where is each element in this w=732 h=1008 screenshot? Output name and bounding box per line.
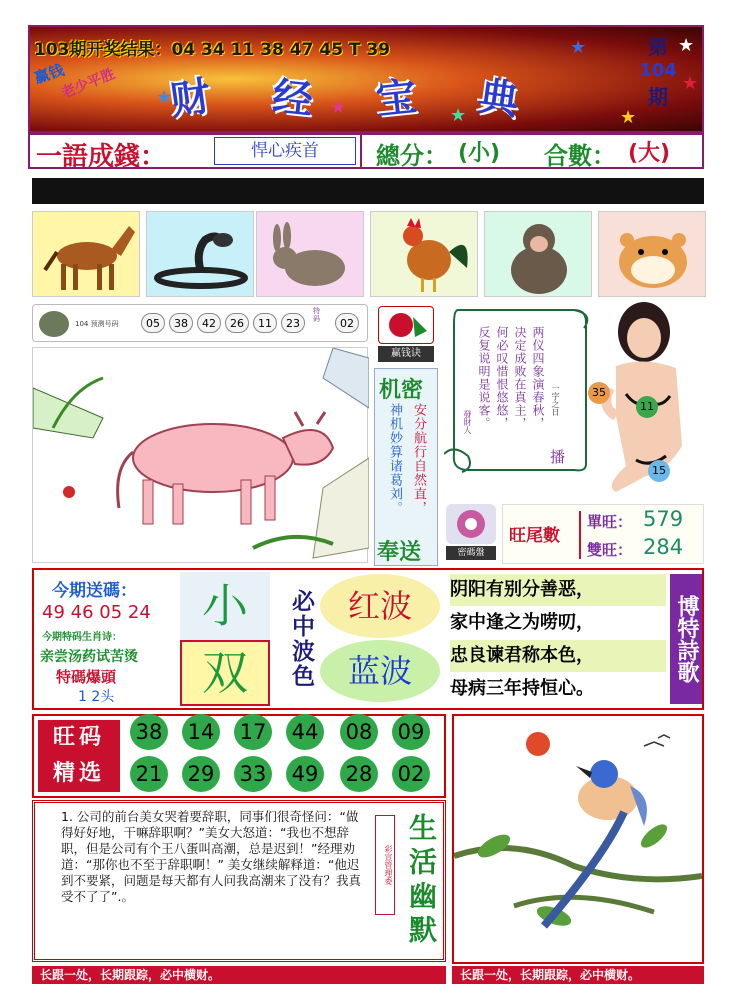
parity-prediction: 双 [180, 640, 270, 706]
sum-label: 合數： [544, 141, 616, 170]
prediction-number: 38 [169, 313, 193, 333]
woman-number: 15 [648, 460, 670, 482]
special-label: 特码 [313, 307, 320, 323]
hot-numbers [32, 714, 446, 798]
poem-line: 忠良谏君称本色， [450, 640, 666, 672]
single-value: 579 [643, 507, 684, 531]
secret-box [374, 368, 438, 566]
rabbit-image [256, 211, 364, 297]
hot-number-ball: 21 [130, 756, 168, 792]
hot-number-ball: 28 [340, 756, 378, 792]
double-value: 284 [643, 535, 684, 559]
star-icon: ★ [450, 105, 467, 126]
total-label: 總分： [376, 141, 448, 170]
wave-vertical-label: 必中波色 [274, 572, 318, 706]
poem-box [450, 574, 666, 704]
star-icon: ★ [620, 107, 637, 128]
scroll-line-1: 两仪四象演春秋， [531, 326, 545, 430]
single-label: 單旺： [587, 513, 633, 531]
ox-illustration [32, 347, 368, 563]
wave-blue: 蓝波 [320, 640, 440, 702]
monkey-image [484, 211, 592, 297]
banner-title [167, 67, 570, 125]
zodiac-poem: 亲尝汤药试苦烫 [40, 649, 138, 665]
humor-seal: 彩宣管理委 [375, 815, 395, 915]
hot-number-ball: 33 [234, 756, 272, 792]
special-number: 02 [335, 313, 359, 333]
hot-number-ball: 02 [392, 756, 430, 792]
title-char-1: 财 [167, 72, 214, 125]
size-prediction: 小 [180, 572, 270, 640]
prediction-section [32, 568, 704, 710]
footer-right: 长跟一处，长期跟踪，必中横财。 [452, 966, 704, 984]
tree-icon [39, 311, 69, 337]
star-icon: ★ [682, 73, 699, 94]
tail-box [502, 504, 704, 564]
woman-number: 35 [588, 382, 610, 404]
gift-label: 奉送 [377, 540, 422, 565]
scroll-line-3: 何必叹惜恨悠悠， [495, 326, 509, 430]
send-code-numbers: 49 46 05 24 [42, 602, 151, 623]
slogan-label: 一語成錢： [36, 142, 167, 172]
fortune-icon [446, 504, 496, 544]
star-icon: ★ [570, 37, 587, 58]
sum-value: (大) [628, 141, 671, 166]
prediction-number: 11 [253, 313, 277, 333]
tail-label: 旺尾數 [509, 526, 560, 546]
poem-side-label: 博特詩歌 [670, 574, 702, 704]
title-char-3: 宝 [374, 73, 419, 124]
woman-number: 11 [636, 396, 658, 418]
side-text-1: 赢钱 [32, 60, 67, 88]
side-text-2: 老少平胜 [59, 66, 118, 102]
secret-title: 机密 [379, 378, 424, 403]
snake-image [146, 211, 254, 297]
header-banner [28, 25, 704, 133]
slogan-phrase: 悍心疾首 [214, 137, 356, 165]
code-label: 密碼盤 [446, 546, 496, 560]
prediction-caption: 104 预测号码 [75, 320, 119, 328]
hot-number-ball: 17 [234, 714, 272, 750]
title-char-4: 典 [475, 72, 522, 125]
star-icon: ★ [678, 35, 695, 56]
hot-number-ball: 14 [182, 714, 220, 750]
footer-left: 长跟一处，长期跟踪，必中横财。 [32, 966, 446, 984]
hot-number-ball: 29 [182, 756, 220, 792]
verse-right: 安分航行自然直， [411, 403, 426, 515]
poem-scroll [444, 304, 592, 474]
rooster-image [370, 211, 478, 297]
code-wheel [444, 504, 498, 562]
hot-number-ball: 08 [340, 714, 378, 750]
send-code-title: 今期送碼： [52, 581, 137, 601]
hamster-image [598, 211, 706, 297]
slogan-row [28, 133, 704, 172]
hot-number-ball: 38 [130, 714, 168, 750]
divider [360, 135, 362, 167]
scroll-line-2: 决定成败在真主， [513, 326, 527, 430]
divider [579, 511, 581, 559]
prediction-number: 26 [225, 313, 249, 333]
hot-label-line-2: 精选 [52, 761, 105, 786]
scroll-line-4: 反复说明是说客。 [477, 326, 491, 430]
prediction-number: 05 [141, 313, 165, 333]
win-label: 赢钱诀 [378, 346, 434, 362]
scroll-author: 發財人 [463, 410, 472, 434]
horse-image [32, 211, 140, 297]
humor-box [32, 800, 446, 962]
star-icon: ★ [156, 87, 173, 108]
mid-column [372, 304, 440, 566]
hot-label-line-1: 旺码 [52, 725, 105, 750]
result-line: 103期开奖结果：04 34 11 38 47 45 T 39 [34, 40, 391, 60]
poem-line: 阴阳有别分善恶， [450, 574, 666, 606]
humor-title: 生活幽默 [405, 813, 438, 949]
scroll-signature: 一字之日 [551, 384, 560, 416]
burst-label: 特碼爆頭 [56, 668, 117, 686]
wave-red: 红波 [320, 574, 440, 638]
issue-suffix: 期 [648, 85, 668, 109]
hot-numbers-label [38, 720, 120, 792]
scroll-broadcast: 播 [550, 448, 566, 466]
money-icon [378, 306, 434, 344]
poem-title: 今期特码生肖诗： [42, 632, 122, 643]
black-bar [32, 178, 704, 204]
issue-value: 104 [639, 60, 677, 81]
hot-number-ball: 49 [286, 756, 324, 792]
prediction-number: 23 [281, 313, 305, 333]
burst-value: 1 2头 [78, 689, 115, 705]
total-value: (小) [458, 141, 501, 166]
issue-prefix: 第 [648, 35, 668, 59]
bird-illustration [452, 714, 704, 964]
star-icon: ★ [330, 97, 347, 118]
verse-left: 神机妙算诸葛刘。 [387, 403, 402, 515]
prediction-strip [32, 304, 368, 342]
send-code-box [38, 574, 176, 704]
poem-line: 家中逢之为唠叨， [450, 607, 666, 639]
poem-line: 母病三年持恒心。 [450, 673, 666, 704]
title-char-2: 经 [270, 73, 316, 124]
prediction-number: 42 [197, 313, 221, 333]
model-image [586, 296, 706, 498]
hot-number-ball: 09 [392, 714, 430, 750]
humor-text: 1. 公司的前台美女哭着要辞职，同事们很奇怪问：“做得好好地，干嘛辞职啊？”美女大怒道：“我也不想辞职，但是公司有个王八蛋叫高潮，总是迟到！”经理劝道：“那你也不至于辞职啊！” 美女继续解释道：“他迟到不要紧，问题是每天都有人问我高潮来了没有？我真受不了了”.。 [61, 809, 362, 904]
hot-number-ball: 44 [286, 714, 324, 750]
double-label: 雙旺： [587, 541, 633, 559]
